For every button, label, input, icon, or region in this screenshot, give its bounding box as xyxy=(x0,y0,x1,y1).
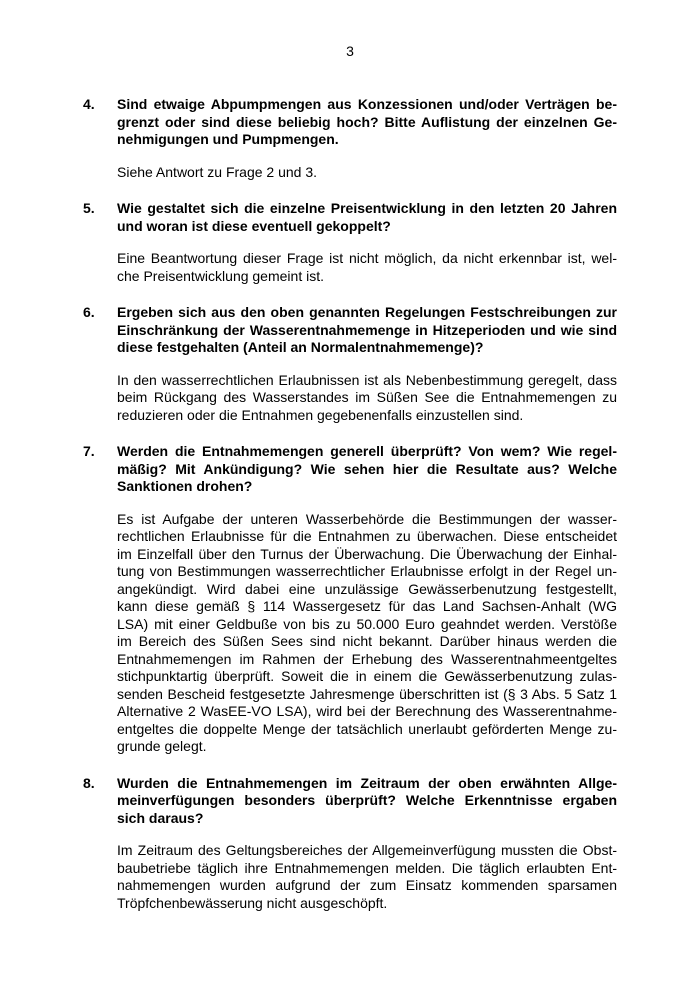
question-text xyxy=(117,200,617,235)
question-block xyxy=(83,96,617,181)
answer-line: grunde gelegt. xyxy=(117,738,207,754)
answer-line: tung von Bestimmungen wasserrechtlicher Erlaubnisse erfolgt in der Regel un- xyxy=(117,563,617,579)
answer-line: entgeltes die doppelte Menge der tatsächlich unerlaubt geförderten Menge zu- xyxy=(117,720,617,737)
question-text xyxy=(117,96,617,149)
answer-line: im Einzelfall über den Turnus der Überwachung. Die Überwachung der Einhal- xyxy=(117,545,617,562)
answer-line: rechtlichen Erlaubnisse für die Entnahmen zu überwachen. Diese entscheidet xyxy=(117,528,617,544)
answer-line: baubetriebe täglich ihre Entnahmemengen melden. Die täglich erlaubten Ent- xyxy=(117,859,617,876)
answer-line: Siehe Antwort zu Frage 2 und 3. xyxy=(117,163,318,180)
answer-line: Es ist Aufgabe der unteren Wasserbehörde die Bestimmungen der wasser- xyxy=(117,510,617,527)
question-line: Sind etwaige Abpumpmengen aus Konzessionen und/oder Verträgen be- xyxy=(117,96,617,112)
question-number: 6. xyxy=(83,304,95,320)
answer-line: Eine Beantwortung dieser Frage ist nicht möglich, da nicht erkennbar ist, wel- xyxy=(117,250,617,266)
question-line: Sanktionen drohen? xyxy=(117,478,253,494)
answer-text xyxy=(117,511,617,756)
question-text xyxy=(117,443,617,496)
question-block xyxy=(83,775,617,913)
question-block xyxy=(83,443,617,756)
answer-line: In den wasserrechtlichen Erlaubnissen ist als Nebenbestimmung geregelt, dass xyxy=(117,371,617,388)
question-number: 7. xyxy=(83,443,95,459)
question-line: Wurden die Entnahmemengen im Zeitraum der oben erwähnten Allge- xyxy=(117,774,617,791)
question-block xyxy=(83,200,617,285)
question-number: 4. xyxy=(83,96,95,112)
answer-line: reduzieren oder die Entnahmen gegebenenfalls einzustellen sind. xyxy=(117,406,524,423)
question-line: diese festgehalten (Anteil an Normalentnahmemenge)? xyxy=(117,339,484,355)
question-text xyxy=(117,304,617,357)
answer-line: Tröpfchenbewässerung nicht ausgeschöpft. xyxy=(117,894,388,911)
answer-line: kann diese gemäß § 114 Wassergesetz für das Land Sachsen-Anhalt (WG xyxy=(117,598,617,614)
answer-text xyxy=(117,372,617,425)
question-row xyxy=(83,304,617,357)
question-row xyxy=(83,200,617,235)
question-line: sich daraus? xyxy=(117,809,204,826)
question-line: grenzt oder sind diese beliebig hoch? Bitte Auflistung der einzelnen Ge- xyxy=(117,113,617,130)
answer-line: Im Zeitraum des Geltungsbereiches der Allgemeinverfügung mussten die Obst- xyxy=(117,842,617,858)
answer-line: beim Rückgang des Wasserstandes im Süßen See die Entnahmemengen zu xyxy=(117,389,617,405)
question-number: 8. xyxy=(83,774,95,791)
answer-text xyxy=(117,250,617,285)
question-number: 5. xyxy=(83,200,95,216)
question-line: nehmigungen und Pumpmengen. xyxy=(117,131,339,147)
answer-text xyxy=(117,164,617,182)
question-block xyxy=(83,304,617,424)
answer-line: stichpunktartig überprüft. Soweit die in einem die Gewässerbenutzung zulas- xyxy=(117,668,617,684)
question-line: meinverfügungen besonders überprüft? Welche Erkenntnisse ergaben xyxy=(117,792,617,808)
question-row xyxy=(83,443,617,496)
question-row xyxy=(83,775,617,828)
answer-line: nahmemengen wurden aufgrund der zum Einsatz kommenden sparsamen xyxy=(117,877,617,893)
question-line: und woran ist diese eventuell gekoppelt? xyxy=(117,217,391,234)
answer-line: Alternative 2 WasEE-VO LSA), wird bei der Berechnung des Wasserentnahme- xyxy=(117,703,617,719)
question-line: mäßig? Mit Ankündigung? Wie sehen hier die Resultate aus? Welche xyxy=(117,460,617,477)
answer-line: che Preisentwicklung gemeint ist. xyxy=(117,267,324,284)
page-number: 3 xyxy=(346,43,354,59)
answer-line: im Bereich des Süßen Sees sind nicht bekannt. Darüber hinaus werden die xyxy=(117,633,617,649)
answer-line: angekündigt. Wird dabei eine unzulässige Gewässerbenutzung festgestellt, xyxy=(117,580,617,597)
question-text xyxy=(117,775,617,828)
answer-text xyxy=(117,842,617,912)
question-line: Werden die Entnahmemengen generell überprüft? Von wem? Wie regel- xyxy=(117,443,617,459)
question-line: Wie gestaltet sich die einzelne Preisentwicklung in den letzten 20 Jahren xyxy=(117,200,617,216)
question-line: Ergeben sich aus den oben genannten Regelungen Festschreibungen zur xyxy=(117,304,617,320)
document-body xyxy=(83,96,617,931)
question-line: Einschränkung der Wasserentnahmemenge in Hitzeperioden und wie sind xyxy=(117,321,617,338)
answer-line: senden Bescheid festgesetzte Jahresmenge überschritten ist (§ 3 Abs. 5 Satz 1 xyxy=(117,685,617,702)
question-row xyxy=(83,96,617,149)
answer-line: Entnahmemengen im Rahmen der Erhebung des Wasserentnahmeentgeltes xyxy=(117,650,617,667)
answer-line: LSA) mit einer Geldbuße von bis zu 50.000 Euro geahndet werden. Verstöße xyxy=(117,615,617,632)
